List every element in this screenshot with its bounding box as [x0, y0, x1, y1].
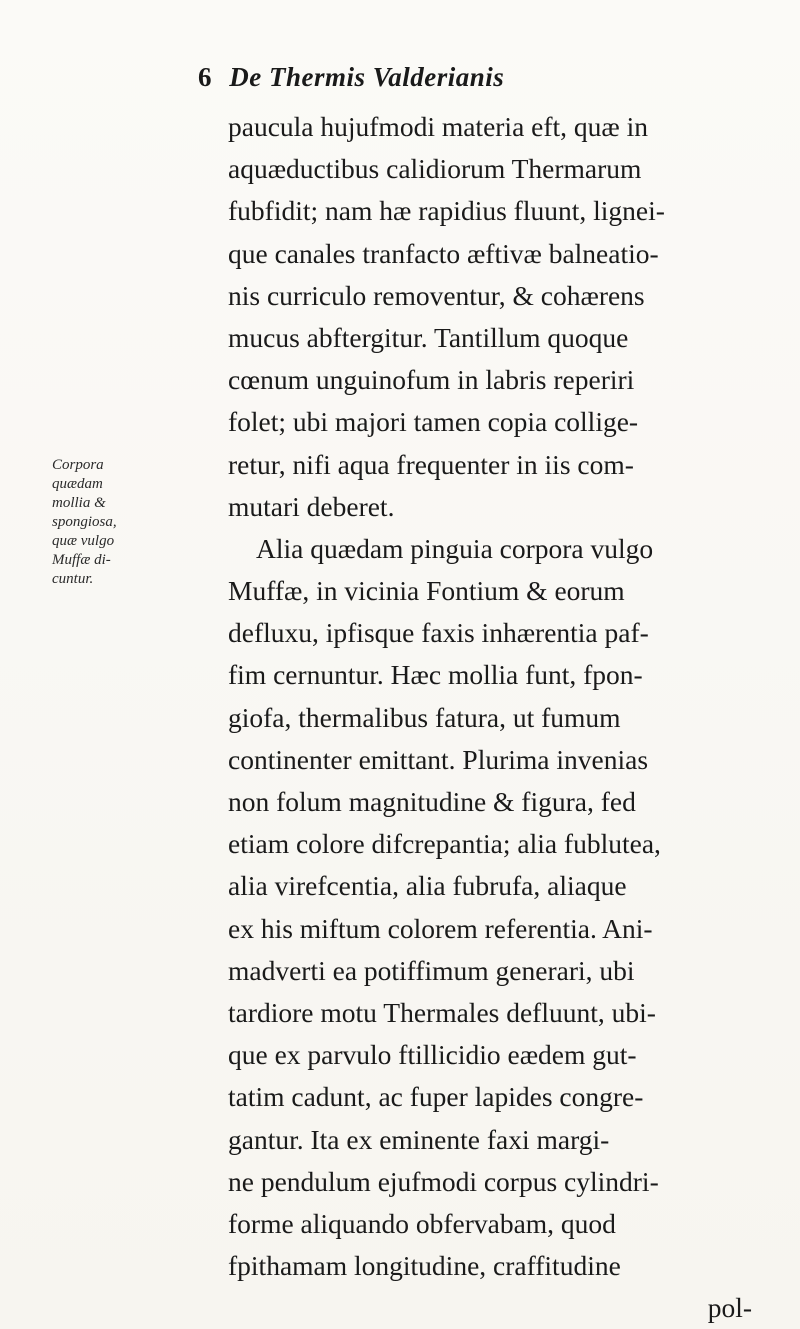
- text-line: mucus abftergitur. Tantillum quoque: [228, 321, 629, 353]
- text-line: que canales tranfacto æftivæ balneatio-: [228, 237, 659, 269]
- text-line: fpithamam longitudine, craffitudine: [228, 1250, 621, 1282]
- text-line: fim cernuntur. Hæc mollia funt, fpon-: [228, 659, 643, 691]
- running-header: [198, 62, 758, 102]
- text-line: que ex parvulo ftillicidio eædem gut-: [228, 1039, 637, 1071]
- margin-note-line: Muffæ di-: [52, 552, 111, 568]
- text-line: etiam colore difcrepantia; alia fublutea,: [228, 828, 661, 860]
- text-line: alia virefcentia, alia fubrufa, aliaque: [228, 870, 627, 902]
- margin-note-line: Corpora: [52, 457, 104, 473]
- text-line: defluxu, ipfisque faxis inhærentia paf-: [228, 617, 649, 649]
- margin-note-line: quædam: [52, 476, 103, 492]
- text-line: giofa, thermalibus fatura, ut fumum: [228, 701, 621, 733]
- margin-note-line: cuntur.: [52, 571, 94, 587]
- margin-note-line: quæ vulgo: [52, 533, 115, 549]
- text-line: nis curriculo removentur, & cohærens: [228, 279, 645, 311]
- margin-note-line: mollia &: [52, 495, 106, 511]
- page-number: 6: [198, 62, 212, 92]
- text-line: madverti ea potiffimum generari, ubi: [228, 954, 635, 986]
- margin-note-line: spongiosa,: [52, 514, 117, 530]
- text-line: paucula hujufmodi materia eft, quæ in: [228, 111, 649, 142]
- body-text: [228, 106, 758, 1329]
- text-line: aquæductibus calidiorum Thermarum: [228, 153, 642, 185]
- text-line: tardiore motu Thermales defluunt, ubi-: [228, 996, 656, 1028]
- text-line: Muffæ, in vicinia Fontium & eorum: [228, 575, 625, 607]
- text-line: continenter emittant. Plurima invenias: [228, 743, 649, 775]
- text-line: ex his miftum colorem referentia. Ani-: [228, 912, 653, 944]
- text-line: gantur. Ita ex eminente faxi margi-: [228, 1123, 610, 1155]
- catchword: pol-: [707, 1292, 752, 1324]
- text-line: fubfidit; nam hæ rapidius fluunt, lignei-: [228, 195, 665, 227]
- text-line: tatim cadunt, ac fuper lapides congre-: [228, 1081, 644, 1113]
- text-line: cœnum unguinofum in labris reperiri: [228, 364, 635, 396]
- text-line: Alia quædam pinguia corpora vulgo: [256, 532, 654, 564]
- text-line: non folum magnitudine & figura, fed: [228, 786, 636, 817]
- text-line: folet; ubi majori tamen copia collige-: [228, 406, 639, 438]
- text-line: ne pendulum ejufmodi corpus cylindri-: [228, 1165, 659, 1197]
- text-line: retur, nifi aqua frequenter in iis com-: [228, 448, 634, 480]
- text-line: forme aliquando obfervabam, quod: [228, 1207, 616, 1239]
- margin-note: [52, 456, 172, 589]
- text-line: mutari deberet.: [228, 490, 395, 522]
- running-title: De Thermis Valderianis: [229, 62, 505, 92]
